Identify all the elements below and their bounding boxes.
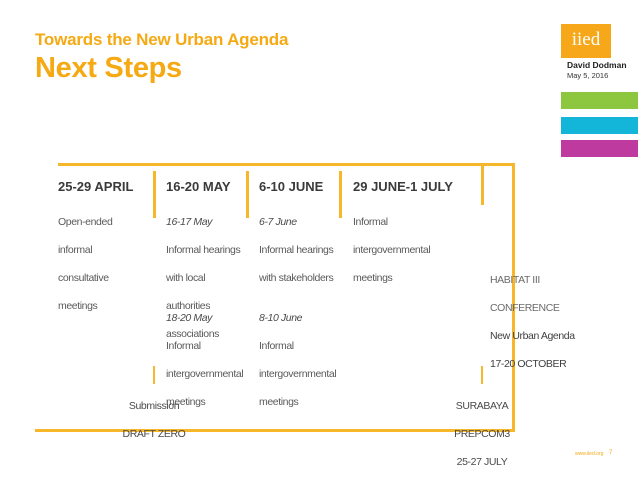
column-header-june: 6-10 JUNE	[259, 179, 324, 194]
submission-label: Submission DRAFT ZERO	[122, 400, 186, 440]
column-block-june-2: 8-10 June Informal intergovernmental meetings	[259, 312, 337, 408]
column-text-april: Open-ended informal consultative meetings	[58, 216, 113, 312]
presentation-date: May 5, 2016	[567, 71, 609, 80]
timeline-divider	[481, 165, 484, 205]
accent-bar-magenta	[561, 140, 638, 157]
column-block-june-1: 6-7 June Informal hearings with stakeholders	[259, 216, 334, 284]
timeline-divider	[246, 171, 249, 218]
habitat-conference-text: HABITAT III CONFERENCE New Urban Agenda 17-20 OCTOBER	[490, 274, 575, 370]
accent-bar-cyan	[561, 117, 638, 134]
column-block-may-1: 16-17 May Informal hearings with local authorities associations	[166, 216, 241, 340]
footer-url: www.iied.org	[575, 451, 604, 457]
timeline-divider	[339, 171, 342, 218]
slide-title: Next Steps	[35, 52, 182, 84]
iied-logo: iied	[561, 24, 611, 58]
column-text-july: Informal intergovernmental meetings	[353, 216, 431, 284]
accent-bar-green	[561, 92, 638, 109]
submission-connector	[153, 366, 155, 384]
surabaya-connector	[481, 366, 483, 384]
timeline-line-top	[58, 163, 514, 166]
column-header-april: 25-29 APRIL	[58, 179, 134, 194]
column-header-may: 16-20 MAY	[166, 179, 231, 194]
column-block-may-2: 18-20 May Informal intergovernmental meetings	[166, 312, 244, 408]
author-name: David Dodman	[567, 60, 627, 70]
slide-subtitle: Towards the New Urban Agenda	[35, 30, 289, 49]
page-number: 7	[609, 450, 613, 456]
surabaya-label: SURABAYA PREPCOM3 25-27 JULY	[454, 400, 510, 468]
timeline-divider	[153, 171, 156, 218]
column-header-july: 29 JUNE-1 JULY	[353, 179, 453, 194]
